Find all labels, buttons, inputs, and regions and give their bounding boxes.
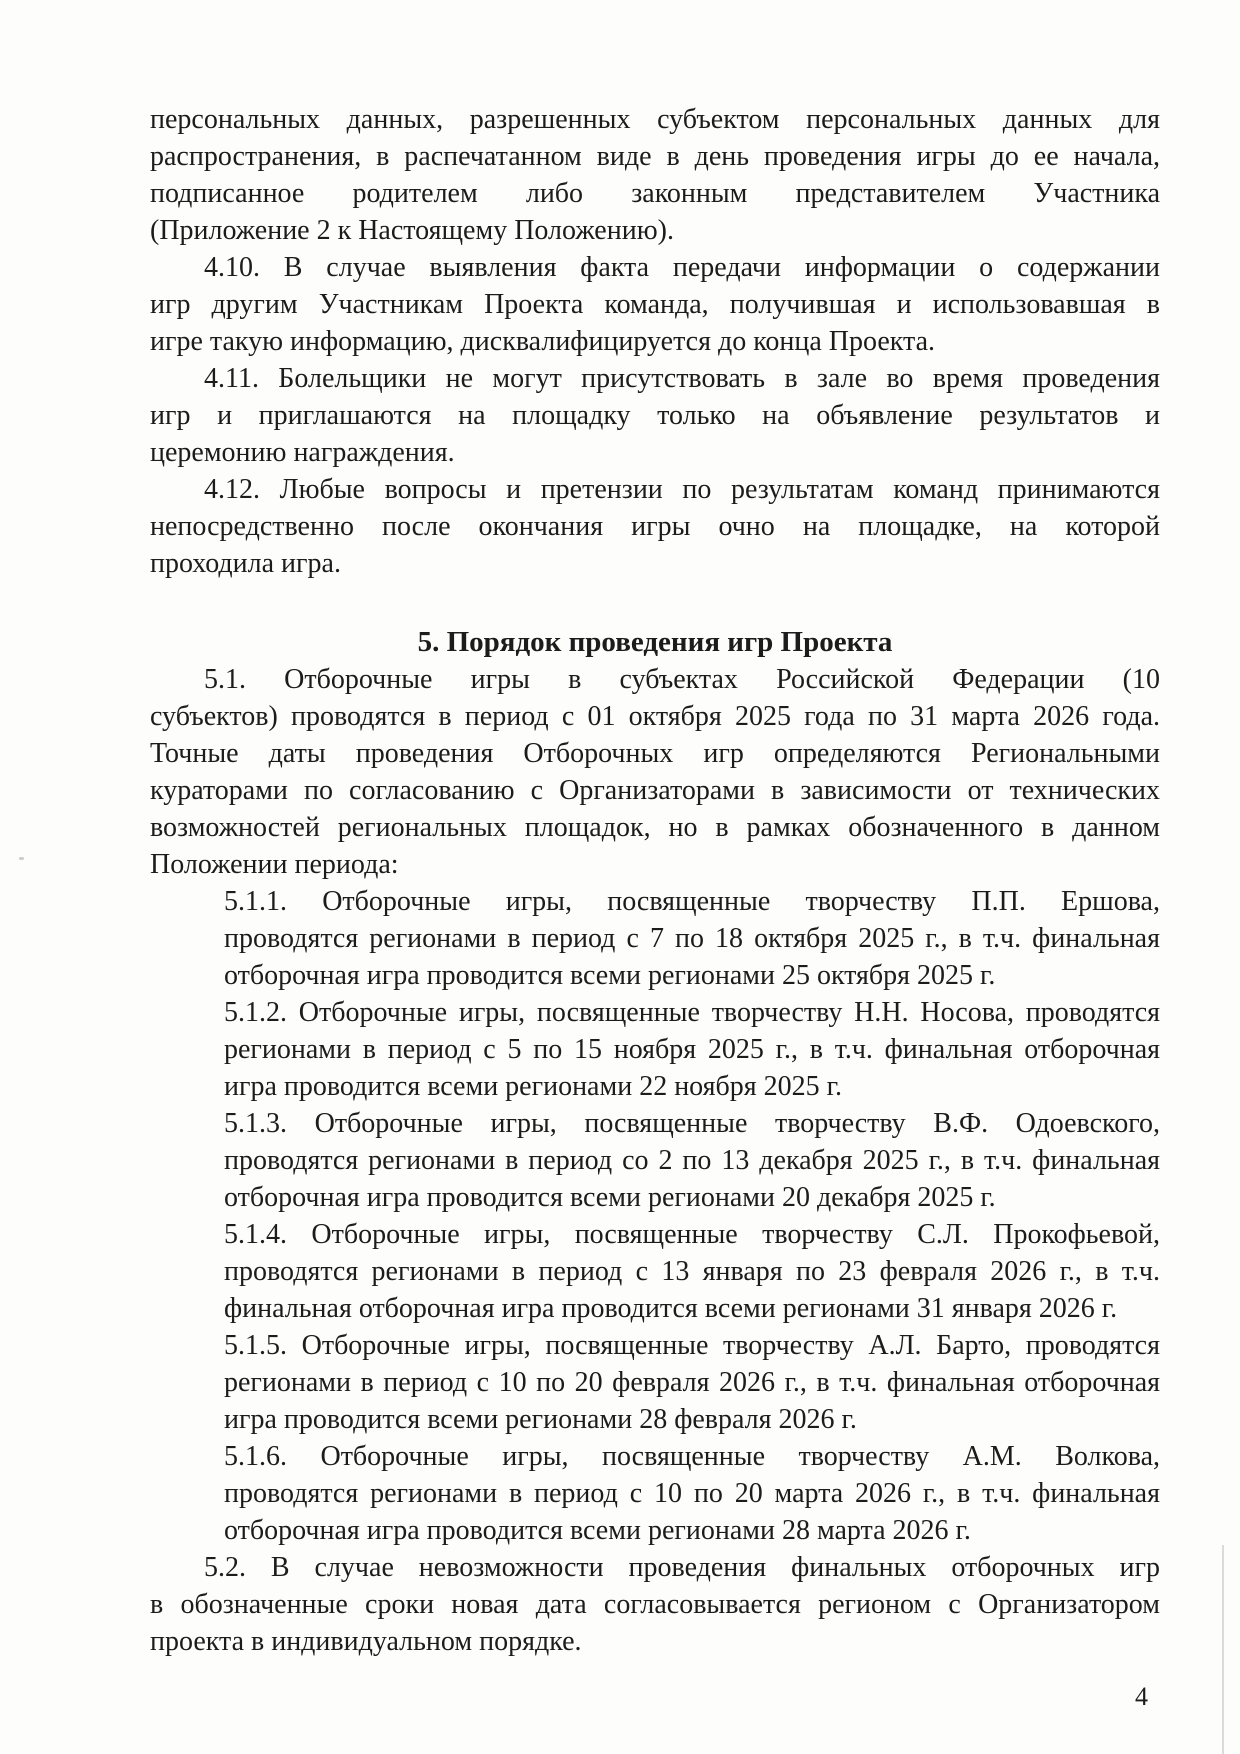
clause-4-11	[150, 360, 1160, 471]
text-line: игра проводится всеми регионами 22 ноября 2025 г.	[224, 1071, 842, 1102]
text-line: 4.11. Болельщики не могут присутствовать в зале во время проведения	[204, 363, 1160, 394]
text-line: 5.1.3. Отборочные игры, посвященные творчеству В.Ф. Одоевского,	[224, 1108, 1160, 1139]
text-line: возможностей региональных площадок, но в рамках обозначенного в данном	[150, 812, 1160, 843]
text-line: отборочная игра проводится всеми регионами 28 марта 2026 г.	[224, 1515, 971, 1546]
clause-5-1-6	[224, 1438, 1160, 1549]
clause-5-1-5	[224, 1327, 1160, 1438]
text-line: финальная отборочная игра проводится всеми регионами 31 января 2026 г.	[224, 1293, 1118, 1324]
clause-5-1-1	[224, 883, 1160, 994]
text-line: регионами в период с 5 по 15 ноября 2025 г., в т.ч. финальная отборочная	[224, 1034, 1160, 1065]
clause-5-1-3	[224, 1105, 1160, 1216]
text-line: Положении периода:	[150, 849, 399, 880]
clause-5-1	[150, 661, 1160, 883]
text-line: игра проводится всеми регионами 28 февраля 2026 г.	[224, 1404, 857, 1435]
text-line: отборочная игра проводится всеми регионами 25 октября 2025 г.	[224, 960, 996, 991]
text-line: игр и приглашаются на площадку только на объявление результатов и	[150, 400, 1160, 431]
text-line: кураторами по согласованию с Организаторами в зависимости от технических	[150, 775, 1160, 806]
text-line: 4.12. Любые вопросы и претензии по результатам команд принимаются	[204, 474, 1160, 505]
text-line: отборочная игра проводится всеми регионами 20 декабря 2025 г.	[224, 1182, 996, 1213]
text-line: проводятся регионами в период с 7 по 18 октября 2025 г., в т.ч. финальная	[224, 923, 1160, 954]
clause-5-2	[150, 1549, 1160, 1660]
text-line: игр другим Участникам Проекта команда, получившая и использовавшая в	[150, 289, 1160, 320]
text-line: подписанное родителем либо законным представителем Участника	[150, 178, 1160, 209]
page-number: 4	[1135, 1682, 1148, 1711]
text-line: 5.1.2. Отборочные игры, посвященные творчеству Н.Н. Носова, проводятся	[224, 997, 1160, 1028]
text-line: Точные даты проведения Отборочных игр определяются Региональными	[150, 738, 1160, 769]
clause-cont	[150, 101, 1160, 249]
clause-4-10	[150, 249, 1160, 360]
text-line: 5.1.4. Отборочные игры, посвященные творчеству С.Л. Прокофьевой,	[224, 1219, 1160, 1250]
clause-4-12	[150, 471, 1160, 582]
text-line: 5.2. В случае невозможности проведения финальных отборочных игр	[204, 1552, 1160, 1583]
text-line: 5.1.6. Отборочные игры, посвященные творчеству А.М. Волкова,	[224, 1441, 1160, 1472]
clause-5-1-4	[224, 1216, 1160, 1327]
text-line: проводятся регионами в период с 13 января по 23 февраля 2026 г., в т.ч.	[224, 1256, 1160, 1287]
text-line: субъектов) проводятся в период с 01 октября 2025 года по 31 марта 2026 года.	[150, 701, 1160, 732]
text-line: регионами в период с 10 по 20 февраля 2026 г., в т.ч. финальная отборочная	[224, 1367, 1160, 1398]
text-line: 4.10. В случае выявления факта передачи информации о содержании	[204, 252, 1160, 283]
text-line: проводятся регионами в период с 10 по 20 марта 2026 г., в т.ч. финальная	[224, 1478, 1160, 1509]
document-body	[150, 101, 1160, 1660]
text-line: 5.1. Отборочные игры в субъектах Российской Федерации (10	[204, 664, 1160, 695]
text-line: игре такую информацию, дисквалифицируется до конца Проекта.	[150, 326, 936, 357]
text-line: непосредственно после окончания игры очно на площадке, на которой	[150, 511, 1160, 542]
text-line: проекта в индивидуальном порядке.	[150, 1626, 582, 1657]
text-line: распространения, в распечатанном виде в день проведения игры до ее начала,	[150, 141, 1160, 172]
scan-edge-artifact	[1222, 1545, 1224, 1754]
text-line: 5.1.1. Отборочные игры, посвященные творчеству П.П. Ершова,	[224, 886, 1160, 917]
text-line: в обозначенные сроки новая дата согласовывается регионом с Организатором	[150, 1589, 1160, 1620]
text-line: проходила игра.	[150, 548, 341, 579]
text-line: проводятся регионами в период со 2 по 13 декабря 2025 г., в т.ч. финальная	[224, 1145, 1160, 1176]
text-line: (Приложение 2 к Настоящему Положению).	[150, 215, 674, 246]
scan-speck-artifact	[19, 857, 24, 860]
text-line: 5.1.5. Отборочные игры, посвященные творчеству А.Л. Барто, проводятся	[224, 1330, 1160, 1361]
text-line: персональных данных, разрешенных субъектом персональных данных для	[150, 104, 1160, 135]
section-heading-heading-5: 5. Порядок проведения игр Проекта	[417, 626, 893, 658]
clause-5-1-2	[224, 994, 1160, 1105]
text-line: церемонию награждения.	[150, 437, 455, 468]
